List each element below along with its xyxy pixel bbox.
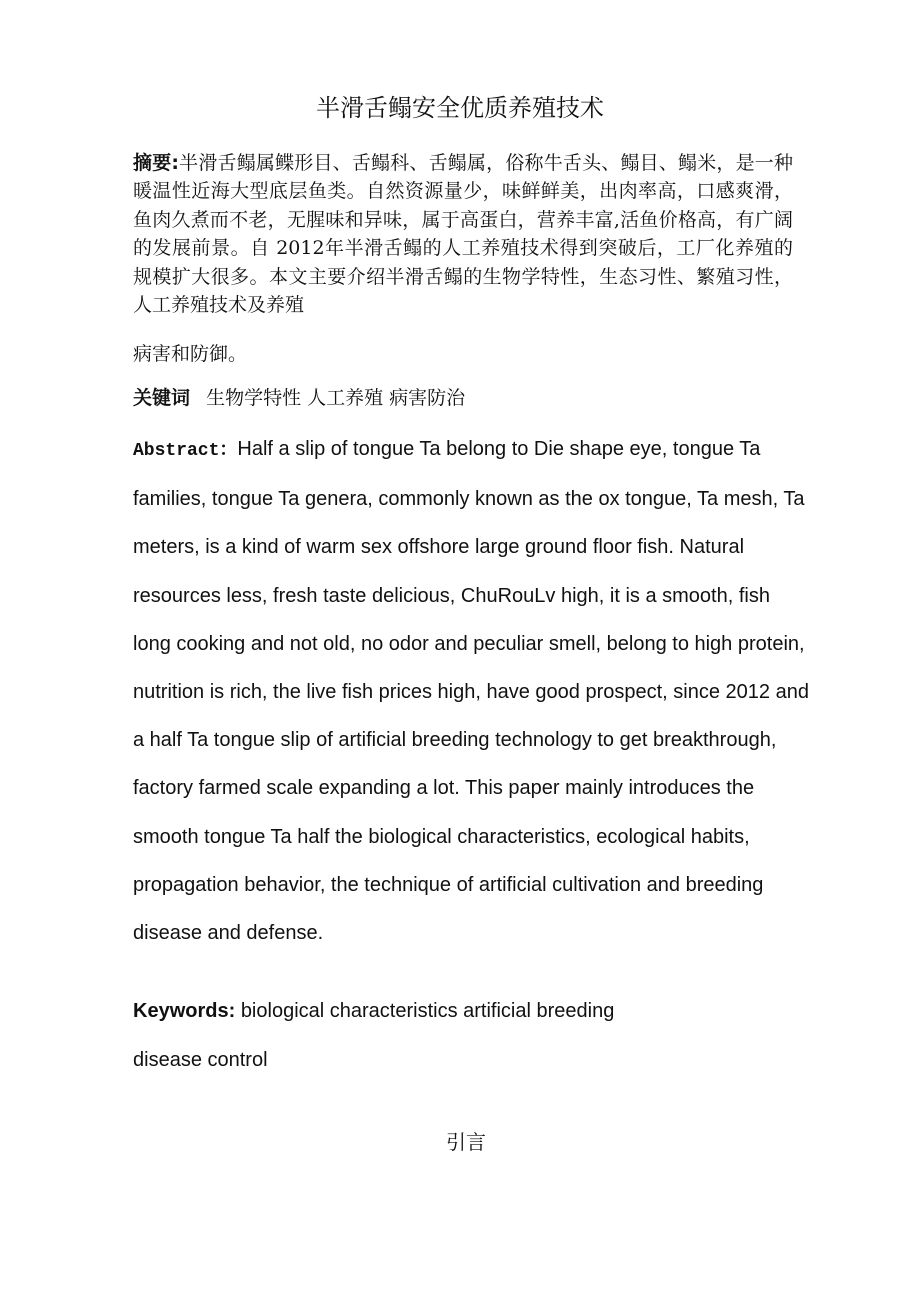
chinese-keywords-label: 关键词 — [133, 387, 191, 409]
intro-heading: 引言 — [446, 1130, 486, 1154]
chinese-abstract-body: 半滑舌鳎属鲽形目、舌鳎科、舌鳎属，俗称牛舌头、鳎目、鳎米，是一种暖温性近海大型底层鱼类。自然资源量少，味鲜鲜美，出肉率高，口感爽滑，鱼肉久煮而不老，无腥味和异味，属于高蛋白，营养丰富,活鱼价格高，有广阔的发展前景。自 2012年半滑舌鳎的人工养殖技术得到突破后，工厂化养殖的规模扩大很多。本文主要介绍半滑舌鳎的生物学特性，生态习性、繁殖习性，人工养殖技术及养殖 — [133, 152, 793, 317]
chinese-abstract — [133, 149, 793, 319]
english-abstract-body: Half a slip of tongue Ta belong to Die shape eye, tongue Ta families, tongue Ta genera, commonly known as the ox tongue, Ta mesh, Ta meters, is a kind of warm sex offshore large ground floor fish. Natural resources less, fresh taste delicious, ChuRouLv high, it is a smooth, fish long cooking and not old, no odor and peculiar smell, belong to high protein, nutrition is rich, the live fish prices high, have good prospect, since 2012 and a half Ta tongue slip of artificial breeding technology to get breakthrough, factory farmed scale expanding a lot. This paper mainly introduces the smooth tongue Ta half the biological characteristics, ecological habits, propagation behavior, the technique of artificial cultivation and breeding disease and defense. — [133, 438, 809, 945]
chinese-abstract-last-line: 病害和防御。 — [133, 343, 248, 365]
english-abstract — [133, 425, 813, 957]
chinese-keywords — [133, 383, 793, 413]
english-abstract-label: Abstract： — [133, 441, 238, 461]
english-keywords-label: Keywords: — [133, 1000, 236, 1022]
english-keywords-values-2: disease control — [133, 1048, 268, 1071]
chinese-keywords-values: 生物学特性 人工养殖 病害防治 — [206, 387, 466, 409]
chinese-abstract-label: 摘要: — [133, 152, 179, 174]
english-keywords — [133, 987, 813, 1084]
english-keywords-line1 — [133, 987, 813, 1036]
english-keywords-values-1: biological characteristics artificial breeding — [240, 1000, 615, 1022]
document-title: 半滑舌鳎安全优质养殖技术 — [316, 94, 604, 122]
